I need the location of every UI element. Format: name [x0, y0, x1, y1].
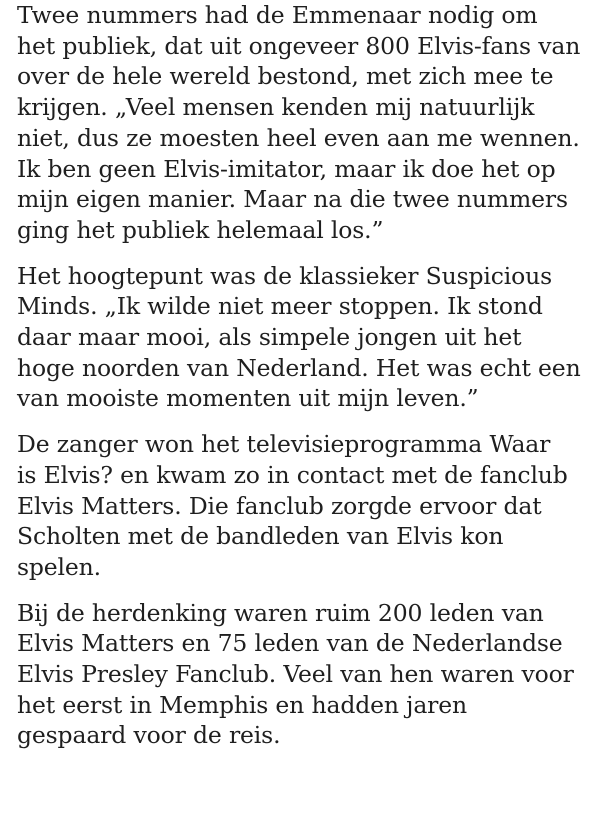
text-line: gespaard voor de reis. — [17, 721, 281, 750]
text-line: Elvis Matters. Die fanclub zorgde ervoor dat — [17, 491, 542, 520]
article-paragraph — [17, 598, 586, 752]
article-paragraph — [17, 261, 586, 415]
text-line: van mooiste momenten uit mijn leven.” — [17, 384, 479, 413]
text-line: Twee nummers had de Emmenaar nodig om — [17, 1, 538, 29]
text-line: Minds. „Ik wilde niet meer stoppen. Ik stond — [17, 292, 543, 321]
text-line: hoge noorden van Nederland. Het was echt een — [17, 353, 581, 382]
text-line: daar maar mooi, als simpele jongen uit het — [17, 323, 522, 352]
text-line: niet, dus ze moesten heel even aan me wennen. — [17, 123, 580, 152]
text-line: over de hele wereld bestond, met zich mee te — [17, 62, 554, 91]
text-line: Ik ben geen Elvis-imitator, maar ik doe het op — [17, 154, 556, 183]
text-line: ging het publiek helemaal los.” — [17, 215, 384, 244]
text-line: De zanger won het televisieprogramma Waar — [17, 430, 551, 459]
text-line: Elvis Presley Fanclub. Veel van hen waren voor — [17, 660, 574, 689]
text-line: Het hoogtepunt was de klassieker Suspicious — [17, 261, 553, 290]
text-line: spelen. — [17, 552, 101, 581]
text-line: het publiek, dat uit ongeveer 800 Elvis-fans van — [17, 31, 581, 60]
text-line: krijgen. „Veel mensen kenden mij natuurlijk — [17, 93, 535, 122]
text-line: Scholten met de bandleden van Elvis kon — [17, 522, 504, 551]
article-paragraph — [17, 429, 586, 583]
text-line: het eerst in Memphis en hadden jaren — [17, 690, 468, 719]
text-line: mijn eigen manier. Maar na die twee nummers — [17, 185, 568, 214]
text-line: Bij de herdenking waren ruim 200 leden van — [17, 598, 544, 627]
article-paragraph — [17, 0, 586, 246]
text-line: is Elvis? en kwam zo in contact met de fanclub — [17, 460, 568, 489]
text-line: Elvis Matters en 75 leden van de Nederlandse — [17, 629, 563, 658]
